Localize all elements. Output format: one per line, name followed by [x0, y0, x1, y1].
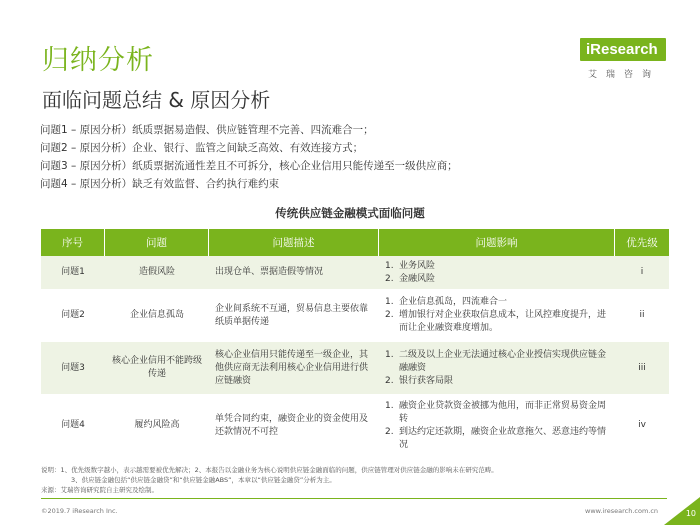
col-header-priority: 优先级	[626, 237, 658, 249]
page-subtitle: 面临问题总结 & 原因分析	[42, 88, 271, 112]
impact-item: 2. 银行获客局限	[385, 375, 454, 386]
cell-problem: 造假风险	[138, 267, 175, 277]
summary-line: 问题2 – 原因分析）企业、银行、监管之间缺乏高效、有效连接方式；	[40, 142, 364, 154]
col-header-problem: 问题	[105, 229, 209, 256]
cell-impact	[379, 342, 615, 394]
cell-impact	[379, 292, 615, 339]
cell-no: 问题3	[61, 362, 85, 373]
impact-item: 2. 到达约定还款期，融资企业故意拖欠、恶意违约等情况	[385, 426, 607, 450]
cell-no: 问题4	[61, 420, 85, 430]
cell-description: 单凭合同约束，融资企业的资金使用及还款情况不可控	[215, 413, 369, 437]
source-line: 来源：艾瑞咨询研究院自主研究及绘制。	[41, 486, 158, 494]
footer-website-link[interactable]: www.iresearch.com.cn	[585, 507, 659, 515]
table-title: 传统供应链金融模式面临问题	[275, 206, 425, 220]
footer-divider	[41, 498, 667, 499]
cell-priority: i	[640, 267, 644, 277]
note-line: 3、供应链金融包括“供应链金融贷”和“供应链金融ABS”，本章以“供应链金融贷”分析为主。	[71, 476, 336, 484]
logo-brand: iResearch	[580, 38, 666, 61]
impact-item: 1. 企业信息孤岛，四流难合一	[385, 297, 508, 307]
page-number: 10	[685, 509, 696, 518]
impact-item: 1. 融资企业贷款资金被挪为他用，而非正常贸易资金周转	[385, 400, 607, 424]
cell-problem: 履约风险高	[134, 420, 180, 430]
summary-line: 问题1 – 原因分析）纸质票据易造假、供应链管理不完善、四流难合一；	[40, 124, 374, 136]
cell-description: 企业间系统不互通，贸易信息主要依靠纸质单据传递	[215, 303, 369, 327]
problems-table	[41, 229, 669, 457]
cell-problem: 核心企业信用不能跨级传递	[111, 356, 202, 379]
cell-no: 问题1	[61, 267, 85, 277]
summary-line: 问题4 – 原因分析）缺乏有效监督、合约执行难约束	[40, 178, 280, 190]
impact-item: 1. 二级及以上企业无法通过核心企业授信实现供应链金融融资	[385, 349, 607, 373]
impact-item: 1. 业务风险	[385, 260, 436, 271]
table-row	[41, 397, 669, 457]
cell-description: 核心企业信用只能传递至一级企业，其他供应商无法利用核心企业信用进行供应链融资	[215, 349, 369, 386]
table-row	[41, 342, 669, 397]
table-row	[41, 256, 669, 292]
summary-line: 问题3 – 原因分析）纸质票据流通性差且不可拆分，核心企业信用只能传递至一级供应商；	[40, 160, 458, 172]
col-header-description: 问题描述	[209, 229, 379, 256]
col-header-impact: 问题影响	[379, 229, 615, 256]
note-line: 说明：1、优先级数字越小，表示越需要被优先解决；2、本报告以金融业务为核心说明供应链金融面临的问题，供应链管理对供应链金融的影响未在研究范畴。	[41, 466, 498, 474]
impact-item: 2. 增加银行对企业获取信息成本，让风控难度提升，进而让企业融资难度增加。	[385, 310, 607, 333]
logo-cn-text: 艾瑞咨询	[588, 70, 661, 80]
cell-priority: ii	[639, 310, 645, 320]
impact-item: 2. 金融风险	[385, 273, 436, 284]
cell-priority: iii	[638, 362, 646, 373]
table-header	[41, 229, 669, 256]
table-row	[41, 292, 669, 342]
notes	[41, 465, 671, 495]
page-title: 归纳分析	[42, 45, 154, 76]
cell-problem: 企业信息孤岛	[129, 310, 184, 320]
iresearch-logo	[580, 38, 666, 80]
problem-summary	[40, 121, 670, 193]
cell-impact	[379, 256, 615, 289]
cell-impact	[379, 397, 615, 454]
cell-priority: iv	[638, 420, 646, 430]
cell-no: 问题2	[61, 310, 85, 320]
footer-copyright: ©2019.7 iResearch Inc.	[41, 507, 118, 515]
col-header-no: 序号	[41, 229, 105, 256]
cell-description: 出现仓单、票据造假等情况	[215, 267, 324, 277]
